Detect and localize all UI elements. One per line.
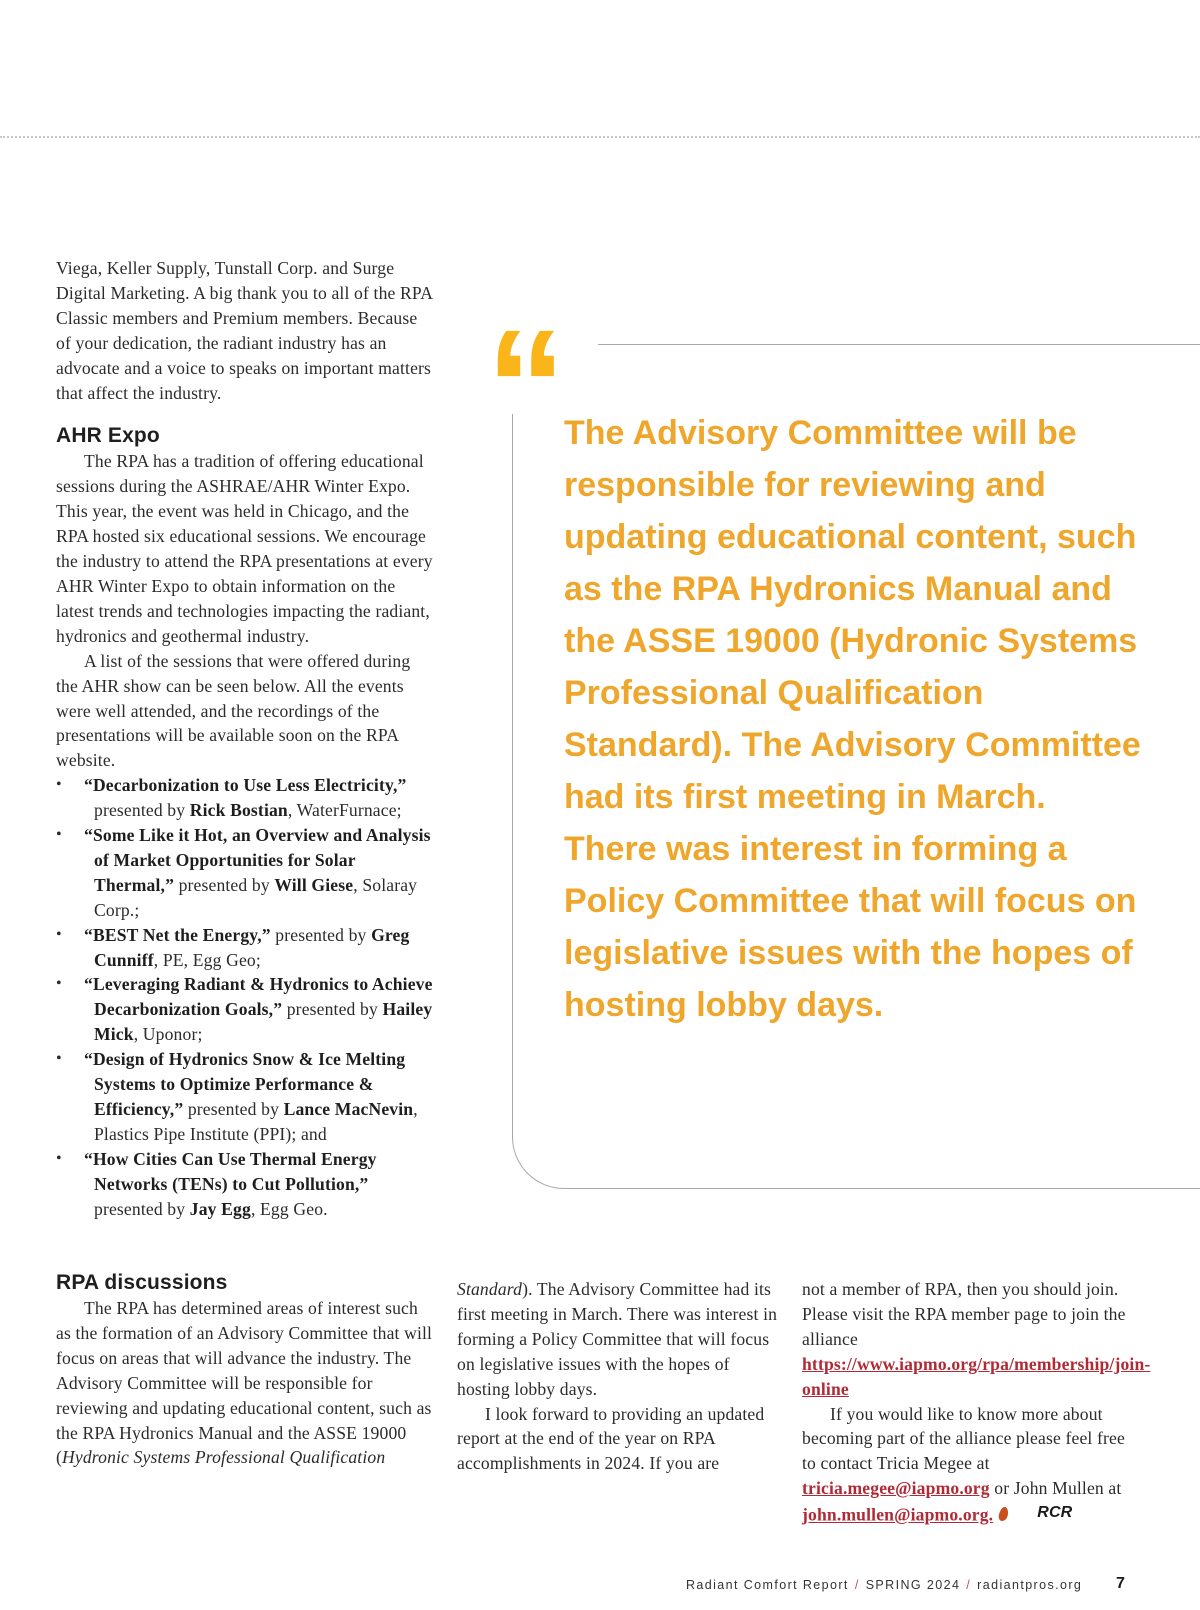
footer-issue: SPRING 2024 <box>865 1578 961 1592</box>
quote-mark-icon: “ <box>486 306 560 396</box>
rcr-logo-icon: RCR <box>999 1501 1072 1526</box>
session-item: • “How Cities Can Use Thermal Energy Networks (TENs) to Cut Pollution,” presented by Jay Egg, Egg Geo. <box>56 1147 436 1222</box>
footer-separator: / <box>966 1578 972 1592</box>
ahr-expo-heading: AHR Expo <box>56 424 160 448</box>
rpa-discussions-paragraph-2b: not a member of RPA, then you should join. Please visit the RPA member page to join the alliance https://www.iapmo.org/rpa/membership/join-online <box>802 1279 1151 1399</box>
session-item: • “Design of Hydronics Snow & Ice Melting Systems to Optimize Performance & Efficiency,” presented by Lance MacNevin, Plastics Pipe Institute (PPI); and <box>56 1047 436 1147</box>
footer-publication: Radiant Comfort Report <box>686 1578 849 1592</box>
footer-separator: / <box>854 1578 860 1592</box>
session-item: • “Some Like it Hot, an Overview and Analysis of Market Opportunities for Solar Thermal,” presented by Will Giese, Solaray Corp.; <box>56 823 436 923</box>
rpa-discussions-paragraph-1a: The RPA has determined areas of interest such as the formation of an Advisory Committee that will focus on areas that will advance the industry. The Advisory Committee will be responsible for reviewing and updating educational content, such as the RPA Hydronics Manual and the ASSE 19000 (Hydronic Systems Professional Qualification <box>56 1298 433 1468</box>
membership-link[interactable]: https://www.iapmo.org/rpa/membership/join-online <box>802 1353 1151 1399</box>
rpa-discussions-paragraph-2a: I look forward to providing an updated report at the end of the year on RPA accomplishments in 2024. If you are <box>457 1403 765 1474</box>
page-footer <box>0 1576 1200 1596</box>
session-list <box>56 773 436 1221</box>
intro-paragraph: Viega, Keller Supply, Tunstall Corp. and Surge Digital Marketing. A big thank you to all of the RPA Classic members and Premium members. Because of your dedication, the radiant industry has an advocate and a voice to speaks on important matters that affect the industry. <box>56 258 433 403</box>
page-number: 7 <box>1116 1575 1125 1592</box>
rpa-discussions-paragraph-1b: Standard). The Advisory Committee had its first meeting in March. There was interest in forming a Policy Committee that will focus on legislative issues with the hopes of hosting lobby days. <box>457 1279 778 1399</box>
column-1-top <box>56 256 436 1222</box>
rpa-discussions-heading: RPA discussions <box>56 1271 228 1294</box>
column-3 <box>802 1277 1151 1528</box>
column-2 <box>457 1277 787 1476</box>
john-email-link[interactable]: john.mullen@iapmo.org. <box>802 1504 994 1525</box>
tricia-email-link[interactable]: tricia.megee@iapmo.org <box>802 1478 990 1499</box>
flame-drop-icon <box>998 1507 1009 1521</box>
top-dotted-divider <box>0 136 1200 138</box>
session-item: • “Decarbonization to Use Less Electricity,” presented by Rick Bostian, WaterFurnace; <box>56 773 436 823</box>
quote-top-rule <box>598 344 1200 345</box>
rpa-discussions-paragraph-3: If you would like to know more about becoming part of the alliance please feel free to contact Tricia Megee at tricia.megee@iapmo.org or John Mullen at john.mullen@iapmo.org. RCR <box>802 1403 1125 1525</box>
column-1-bottom <box>56 1270 436 1470</box>
footer-website: radiantpros.org <box>977 1578 1083 1592</box>
ahr-expo-paragraph-1: The RPA has a tradition of offering educational sessions during the ASHRAE/AHR Winter Expo. This year, the event was held in Chicago, and the RPA hosted six educational sessions. We encourage the industry to attend the RPA presentations at every AHR Winter Expo to obtain information on the latest trends and technologies impacting the radiant, hydronics and geothermal industry. <box>56 451 433 646</box>
session-item: • “Leveraging Radiant & Hydronics to Achieve Decarbonization Goals,” presented by Hailey Mick, Uponor; <box>56 972 436 1047</box>
pull-quote-text: The Advisory Committee will be responsible for reviewing and updating educational content, such as the RPA Hydronics Manual and the ASSE 19000 (Hydronic Systems Professional Qualification Standard). The Advisory Committee had its first meeting in March. There was interest in forming a Policy Committee that will focus on legislative issues with the hopes of hosting lobby days. <box>564 414 1141 1024</box>
session-item: • “BEST Net the Energy,” presented by Greg Cunniff, PE, Egg Geo; <box>56 923 436 973</box>
ahr-expo-paragraph-2: A list of the sessions that were offered during the AHR show can be seen below. All the events were well attended, and the recordings of the presentations will be available soon on the RPA website. <box>56 650 411 771</box>
standard-name-italic: Hydronic Systems Professional Qualification <box>62 1447 386 1468</box>
